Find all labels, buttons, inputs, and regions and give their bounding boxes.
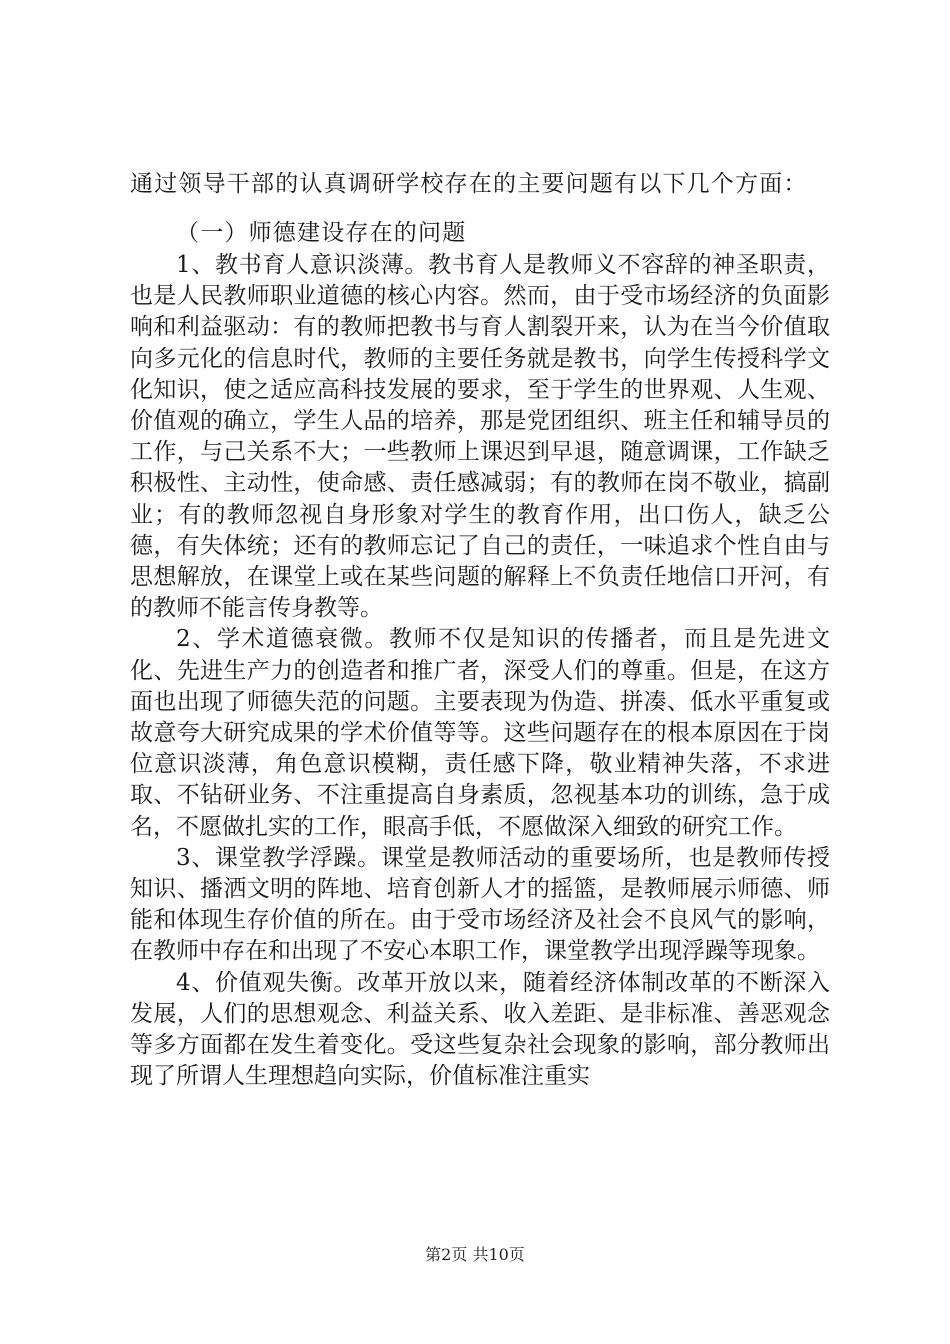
paragraph-1: 1、教书育人意识淡薄。教书育人是教师义不容辞的神圣职责，也是人民教师职业道德的核心内容。然而，由于受市场经济的负面影响和利益驱动：有的教师把教书与育人割裂开来，认为在当今价值取向多元化的信息时代，教师的主要任务就是教书，向学生传授科学文化知识，使之适应高科技发展的要求，至于学生的世界观、人生观、价值观的确立，学生人品的培养，那是党团组织、班主任和辅导员的工作，与己关系不大；一些教师上课迟到早退，随意调课，工作缺乏积极性、主动性，使命感、责任感减弱；有的教师在岗不敬业，搞副业；有的教师忽视自身形象对学生的教育作用，出口伤人，缺乏公德，有失体统；还有的教师忘记了自己的责任，一味追求个性自由与思想解放，在课堂上或在某些问题的解释上不负责任地信口开河，有的教师不能言传身教等。 <box>130 252 830 622</box>
intro-line: 通过领导干部的认真调研学校存在的主要问题有以下几个方面： <box>130 171 808 197</box>
paragraph-4: 4、价值观失衡。改革开放以来，随着经济体制改革的不断深入发展，人们的思想观念、利益关系、收入差距、是非标准、善恶观念等多方面都在发生着变化。受这些复杂社会现象的影响，部分教师出现了所谓人生理想趋向实际，价值标准注重实 <box>130 969 830 1090</box>
section-heading: （一）师德建设存在的问题 <box>176 220 467 246</box>
paragraph-3: 3、课堂教学浮躁。课堂是教师活动的重要场所，也是教师传授知识、播洒文明的阵地、培育创新人才的摇篮，是教师展示师德、师能和体现生存价值的所在。由于受市场经济及社会不良风气的影响，在教师中存在和出现了不安心本职工作，课堂教学出现浮躁等现象。 <box>130 844 830 965</box>
page-number-footer: 第2页 共10页 <box>425 1245 525 1264</box>
document-body <box>130 168 830 1092</box>
paragraph-2: 2、学术道德衰微。教师不仅是知识的传播者，而且是先进文化、先进生产力的创造者和推广者，深受人们的尊重。但是，在这方面也出现了师德失范的问题。主要表现为伪造、拼凑、低水平重复或故意夸大研究成果的学术价值等等。这些问题存在的根本原因在于岗位意识淡薄，角色意识模糊，责任感下降，敬业精神失落，不求进取、不钻研业务、不注重提高自身素质，忽视基本功的训练，急于成名，不愿做扎实的工作，眼高手低，不愿做深入细致的研究工作。 <box>130 626 830 840</box>
